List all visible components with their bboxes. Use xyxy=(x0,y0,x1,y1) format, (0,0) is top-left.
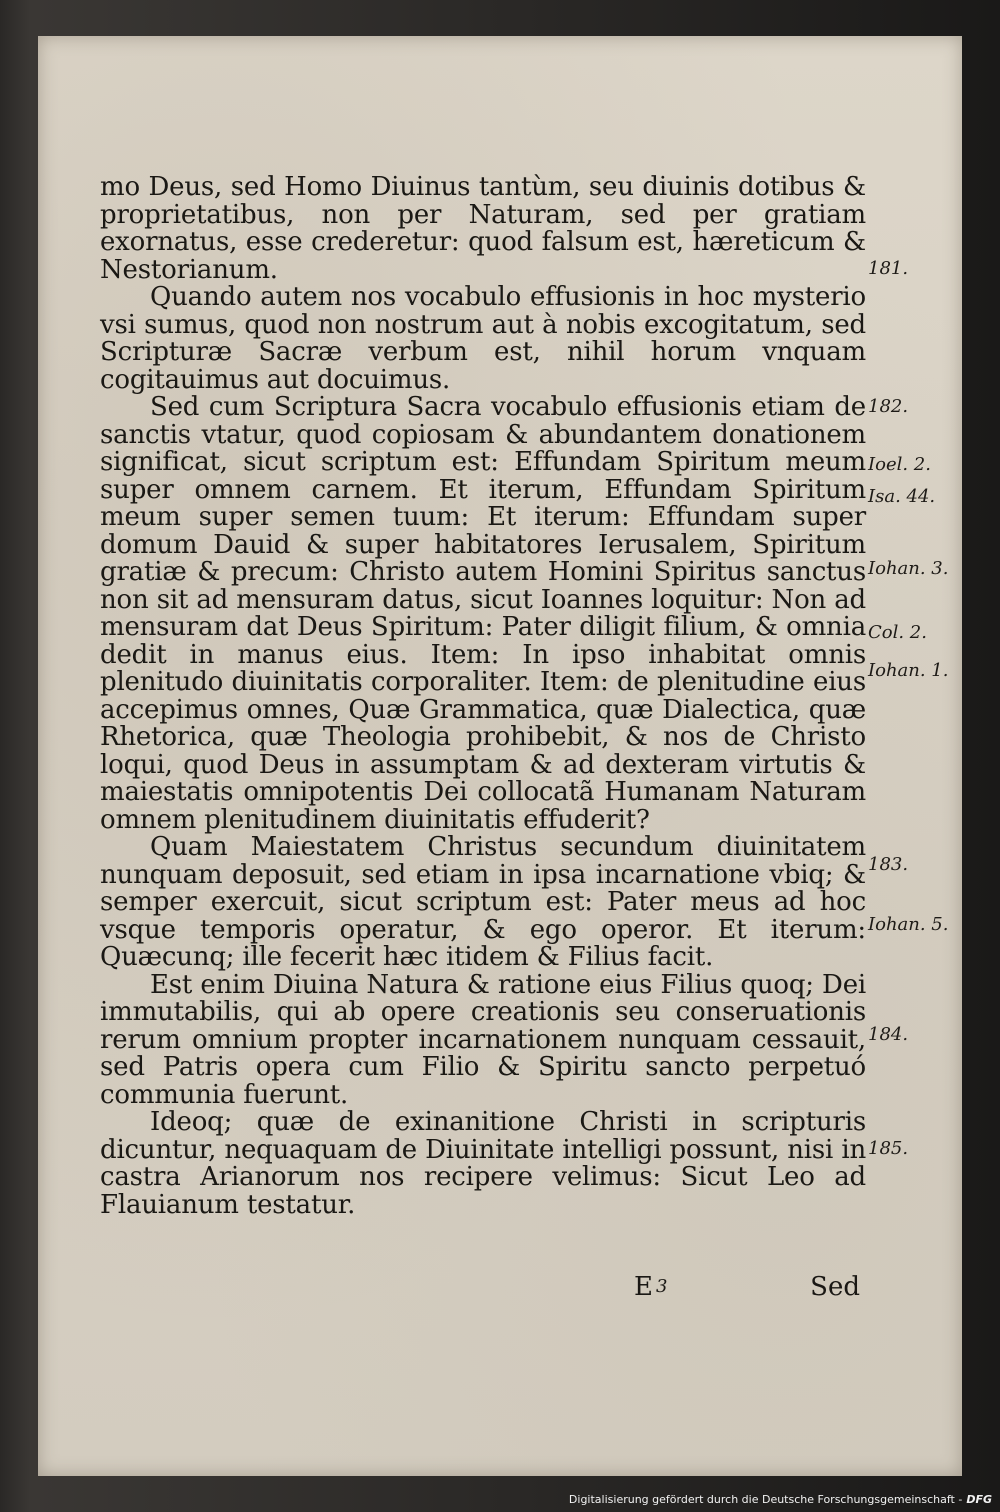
dfg-logo: DFG xyxy=(966,1493,992,1506)
signature-number: 3 xyxy=(656,1276,668,1297)
margin-note-iohan-1: Iohan. 1. xyxy=(868,660,949,681)
paragraph-1: mo Deus, sed Homo Diuinus tantùm, seu diuinis dotibus & proprietatibus, non per Naturam, sed per gratiam exornatus, esse crederetur: quod falsum est, hæreticum & Nestorianum. xyxy=(100,172,866,285)
margin-note-184: 184. xyxy=(868,1024,909,1045)
main-text xyxy=(100,174,866,1219)
paragraph-4: Quam Maiestatem Christus secundum diuinitatem nunquam deposuit, sed etiam in ipsa incarnatione vbiq; & semper exercuit, sicut scriptum est: Pater meus ad hoc vsque temporis operatur, & ego operor. Et iterum: Quæcunq; ille fecerit hæc itidem & Filius facit. xyxy=(100,832,866,972)
book-page xyxy=(38,36,962,1476)
paragraph-3: Sed cum Scriptura Sacra vocabulo effusionis etiam de sanctis vtatur, quod copiosam & abundantem donationem significat, sicut scriptum est: Effundam Spiritum meum super omnem carnem. Et iterum, Effundam Spiritum meum super semen tuum: Et iterum: Effundam super domum Dauid & super habitatores Ierusalem, Spiritum gratiæ & precum: Christo autem Homini Spiritus sanctus non sit ad mensuram datus, sicut Ioannes loquitur: Non ad mensuram dat Deus Spiritum: Pater diligit filium, & omnia dedit in manus eius. Item: In ipso inhabitat omnis plenitudo diuinitatis corporaliter. Item: de plenitudine eius accepimus omnes, Quæ Grammatica, quæ Dialectica, quæ Rhetorica, quæ Theologia prohibebit, & nos de Christo loqui, quod Deus in assumptam & ad dexteram virtutis & maiestatis omnipotentis Dei collocatã Humanam Naturam omnem plenitudinem diuinitatis effuderit? xyxy=(100,392,866,835)
margin-note-ioel: Ioel. 2. xyxy=(868,454,931,475)
margin-note-181: 181. xyxy=(868,258,909,279)
margin-note-iohan-5: Iohan. 5. xyxy=(868,914,949,935)
signature-mark: E xyxy=(634,1272,653,1302)
margin-note-185: 185. xyxy=(868,1138,909,1159)
margin-note-isa: Isa. 44. xyxy=(868,486,936,507)
paragraph-2: Quando autem nos vocabulo effusionis in hoc mysterio vsi sumus, quod non nostrum aut à nobis excogitatum, sed Scripturæ Sacræ verbum est, nihil horum vnquam cogitauimus aut docuimus. xyxy=(100,282,866,395)
catchword: Sed xyxy=(810,1272,860,1302)
margin-note-col: Col. 2. xyxy=(868,622,927,643)
credit-text: Digitalisierung gefördert durch die Deutsche Forschungsgemeinschaft - xyxy=(568,1493,963,1506)
margin-note-182: 182. xyxy=(868,396,909,417)
paragraph-6: Ideoq; quæ de exinanitione Christi in scripturis dicuntur, nequaquam de Diuinitate intelligi possunt, nisi in castra Arianorum nos recipere velimus: Sicut Leo ad Flauianum testatur. xyxy=(100,1107,866,1220)
margin-note-iohan-3: Iohan. 3. xyxy=(868,558,949,579)
paragraph-5: Est enim Diuina Natura & ratione eius Filius quoq; Dei immutabilis, qui ab opere creationis seu conseruationis rerum omnium propter incarnationem nunquam cessauit, sed Patris opera cum Filio & Spiritu sancto perpetuó communia fuerunt. xyxy=(100,969,866,1110)
digitization-credit xyxy=(569,1493,992,1506)
margin-note-183: 183. xyxy=(868,854,909,875)
